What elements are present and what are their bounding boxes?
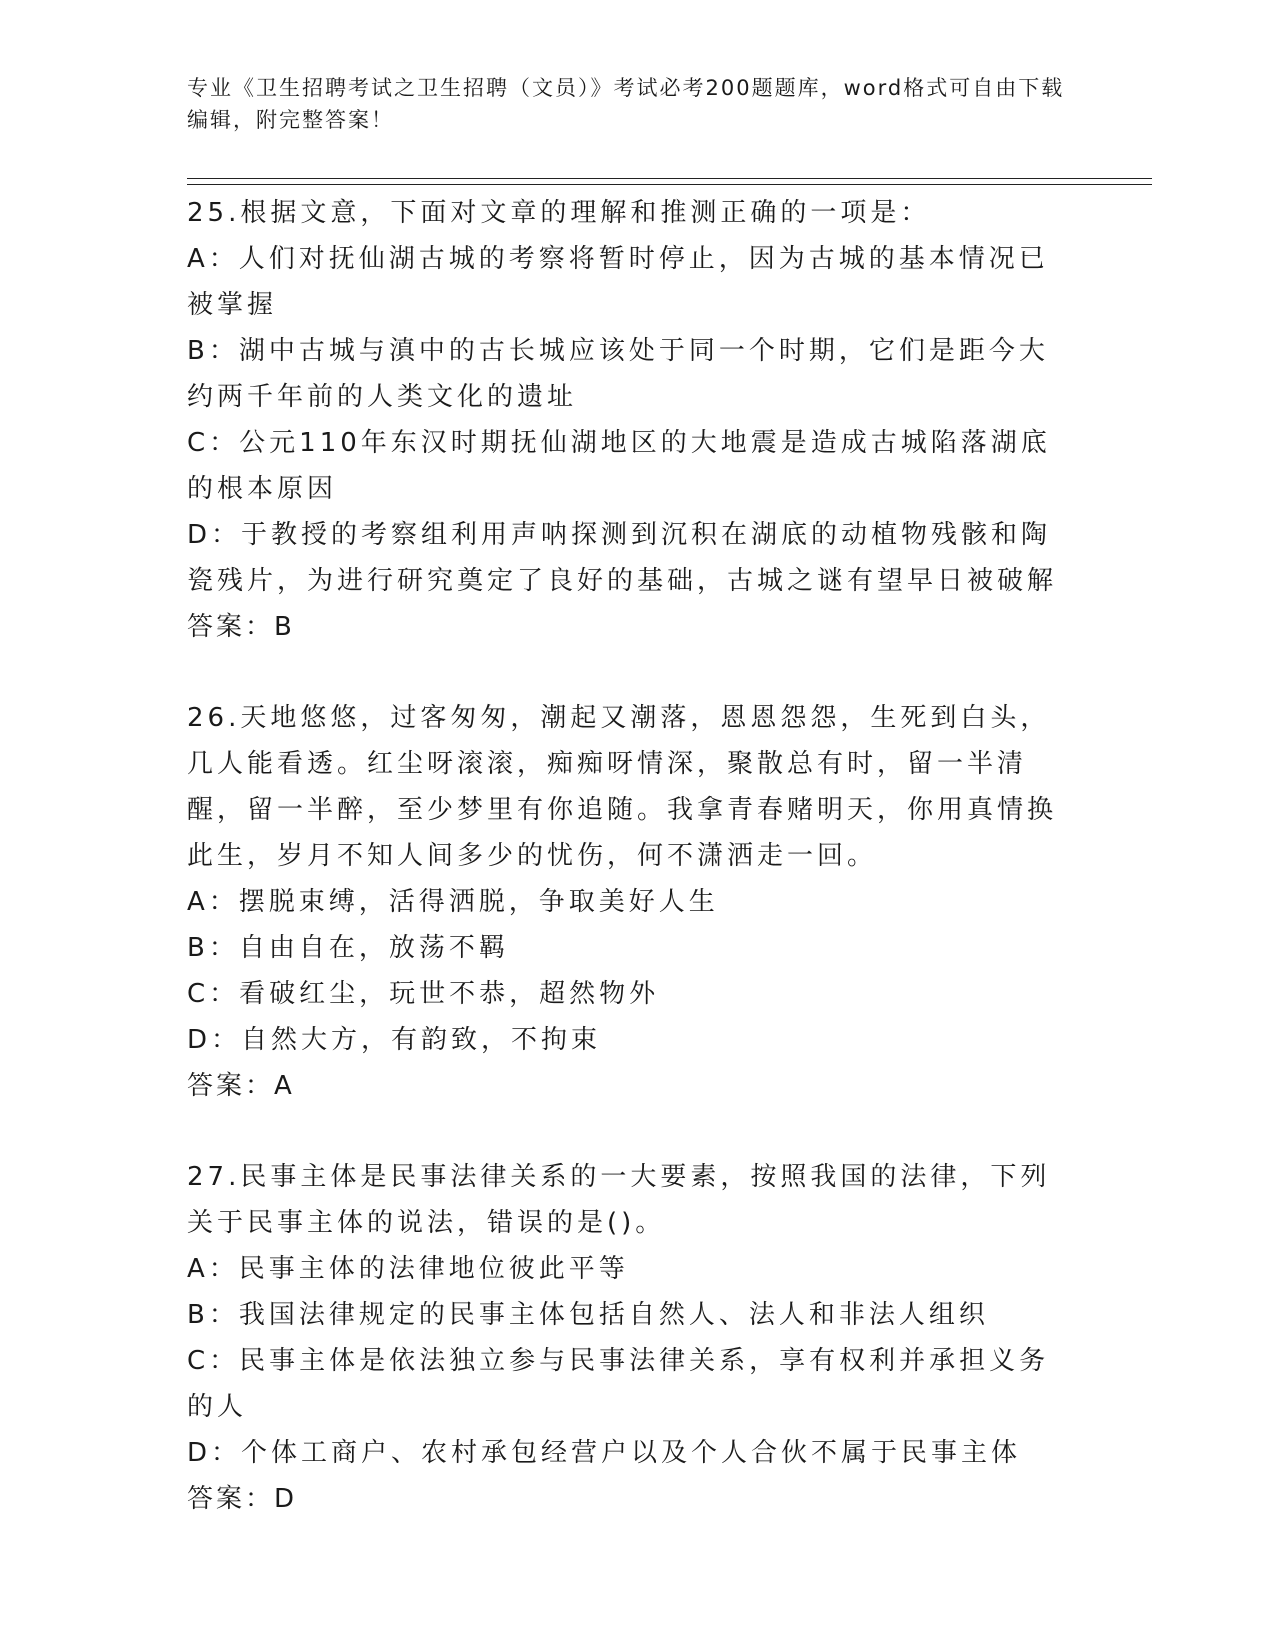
question-text: 27.民事主体是民事法律关系的一大要素，按照我国的法律，下列关于民事主体的说法，错误的是()。 (187, 1162, 1051, 1238)
option-b: B：自由自在，放荡不羁 (187, 933, 509, 963)
option-c: C：看破红尘，玩世不恭，超然物外 (187, 979, 660, 1009)
option-b: B：湖中古城与滇中的古长城应该处于同一个时期，它们是距今大约两千年前的人类文化的遗址 (187, 336, 1049, 412)
option-c: C：民事主体是依法独立参与民事法律关系，享有权利并承担义务的人 (187, 1346, 1050, 1422)
question-25 (187, 190, 1077, 650)
option-b: B：我国法律规定的民事主体包括自然人、法人和非法人组织 (187, 1300, 989, 1330)
option-a: A：民事主体的法律地位彼此平等 (187, 1254, 629, 1284)
header-divider-top (187, 178, 1152, 179)
option-a: A：摆脱束缚，活得洒脱，争取美好人生 (187, 887, 719, 917)
answer: 答案：D (187, 1484, 298, 1514)
option-d: D：自然大方，有韵致，不拘束 (187, 1025, 602, 1055)
question-27 (187, 1154, 1077, 1522)
answer: 答案：A (187, 1071, 295, 1101)
option-d: D：个体工商户、农村承包经营户以及个人合伙不属于民事主体 (187, 1438, 1022, 1468)
document-header: 专业《卫生招聘考试之卫生招聘（文员）》考试必考200题题库，word格式可自由下载编辑，附完整答案！ (187, 76, 1065, 132)
option-c: C：公元110年东汉时期抚仙湖地区的大地震是造成古城陷落湖底的根本原因 (187, 428, 1051, 504)
header-divider-bottom (187, 184, 1152, 185)
option-d: D：于教授的考察组利用声呐探测到沉积在湖底的动植物残骸和陶瓷残片，为进行研究奠定了良好的基础，古城之谜有望早日被破解 (187, 520, 1058, 596)
option-a: A：人们对抚仙湖古城的考察将暂时停止，因为古城的基本情况已被掌握 (187, 244, 1049, 320)
question-text: 26.天地悠悠，过客匆匆，潮起又潮落，恩恩怨怨，生死到白头，几人能看透。红尘呀滚滚，痴痴呀情深，聚散总有时，留一半清醒，留一半醉，至少梦里有你追随。我拿青春赌明天，你用真情换此生，岁月不知人间多少的忧伤，何不潇洒走一回。 (187, 703, 1058, 871)
question-text: 25.根据文意，下面对文章的理解和推测正确的一项是： (187, 198, 931, 228)
answer: 答案：B (187, 612, 295, 642)
question-list (187, 190, 1077, 1522)
question-26 (187, 695, 1077, 1109)
